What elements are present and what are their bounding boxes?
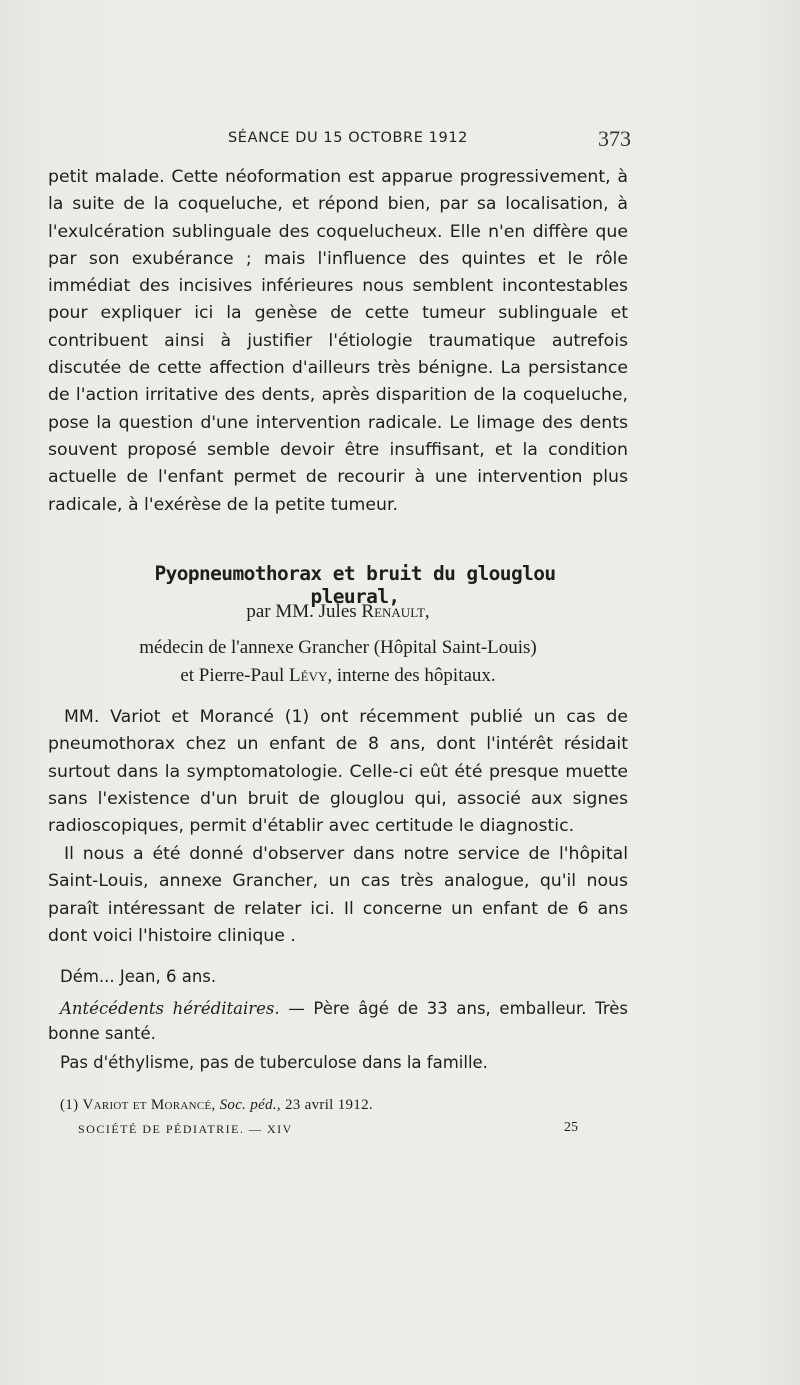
byline-affiliation: médecin de l'annexe Grancher (Hôpital Saint-Louis) <box>139 637 537 658</box>
case-patient: Dém... Jean, 6 ans. <box>60 967 217 986</box>
body-paragraph-2: Il nous a été donné d'observer dans notre service de l'hôpital Saint-Louis, annexe Grancher, un cas très analogue, qu'il nous paraît intéressant de relater ici. Il concerne un enfant de 6 ans dont voici l'histoire clinique . <box>48 844 628 946</box>
case-antecedents <box>48 996 628 1046</box>
case-family: Pas d'éthylisme, pas de tuberculose dans la famille. <box>60 1053 488 1072</box>
printer-signature <box>78 1122 578 1140</box>
footnote-authors: Variot et Morancé, <box>82 1097 216 1113</box>
page-number: 373 <box>598 126 631 151</box>
author2-role: interne des hôpitaux. <box>336 665 496 686</box>
footnote <box>60 1097 620 1114</box>
author2-last: Lévy, <box>289 665 333 686</box>
footnote-marker: (1) <box>60 1097 79 1113</box>
body-paragraph-1: MM. Variot et Morancé (1) ont récemment publié un cas de pneumothorax chez un enfant de 8 ans, dont l'intérêt résidait surtout dans la symptomatologie. Celle-ci eût été presque muette sans l'existence d'un bruit de glouglou qui, associé aux signes radioscopiques, permit d'établir avec certitude le diagnostic. <box>48 707 628 837</box>
byline-second-author <box>48 662 628 689</box>
author1-name: Renault, <box>361 601 430 622</box>
footnote-date: 23 avril 1912. <box>285 1097 373 1113</box>
byline-authors <box>48 598 628 625</box>
footnote-source: Soc. péd., <box>219 1097 281 1113</box>
intro-paragraph: petit malade. Cette néoformation est apparue progressivement, à la suite de la coqueluche, et répond bien, par sa localisation, à l'exulcération sublinguale des coquelucheux. Elle n'en diffère que par son exubérance ; mais l'influence des quintes et le rôle immédiat des incisives inférieures nous semblent incontestables pour expliquer ici la genèse de cette tumeur sublinguale et contribuent ainsi à justifier l'étiologie traumatique autrefois discutée de cette affection d'ailleurs très bénigne. La persistance de l'action irritative des dents, après disparition de la coqueluche, pose la question d'une intervention radicale. Le limage des dents souvent proposé semble devoir être insuffisant, et la condition actuelle de l'enfant permet de recourir à une intervention plus radicale, à l'exérèse de la petite tumeur. <box>48 167 628 515</box>
antecedents-text: — Père âgé de 33 ans, emballeur. Très bonne santé. <box>48 999 628 1043</box>
signature-text: SOCIÉTÉ DE PÉDIATRIE. — XIV <box>78 1122 293 1136</box>
signature-number: 25 <box>564 1120 578 1135</box>
antecedents-label: Antécédents héréditaires. <box>60 999 280 1018</box>
author2-first: et Pierre-Paul <box>180 665 285 686</box>
byline-prefix: par MM. Jules <box>246 601 357 622</box>
running-title: SÉANCE DU 15 OCTOBRE 1912 <box>228 130 468 146</box>
article-title: Pyopneumothorax et bruit du glouglou pleural, <box>154 562 556 608</box>
page-header <box>0 128 800 152</box>
